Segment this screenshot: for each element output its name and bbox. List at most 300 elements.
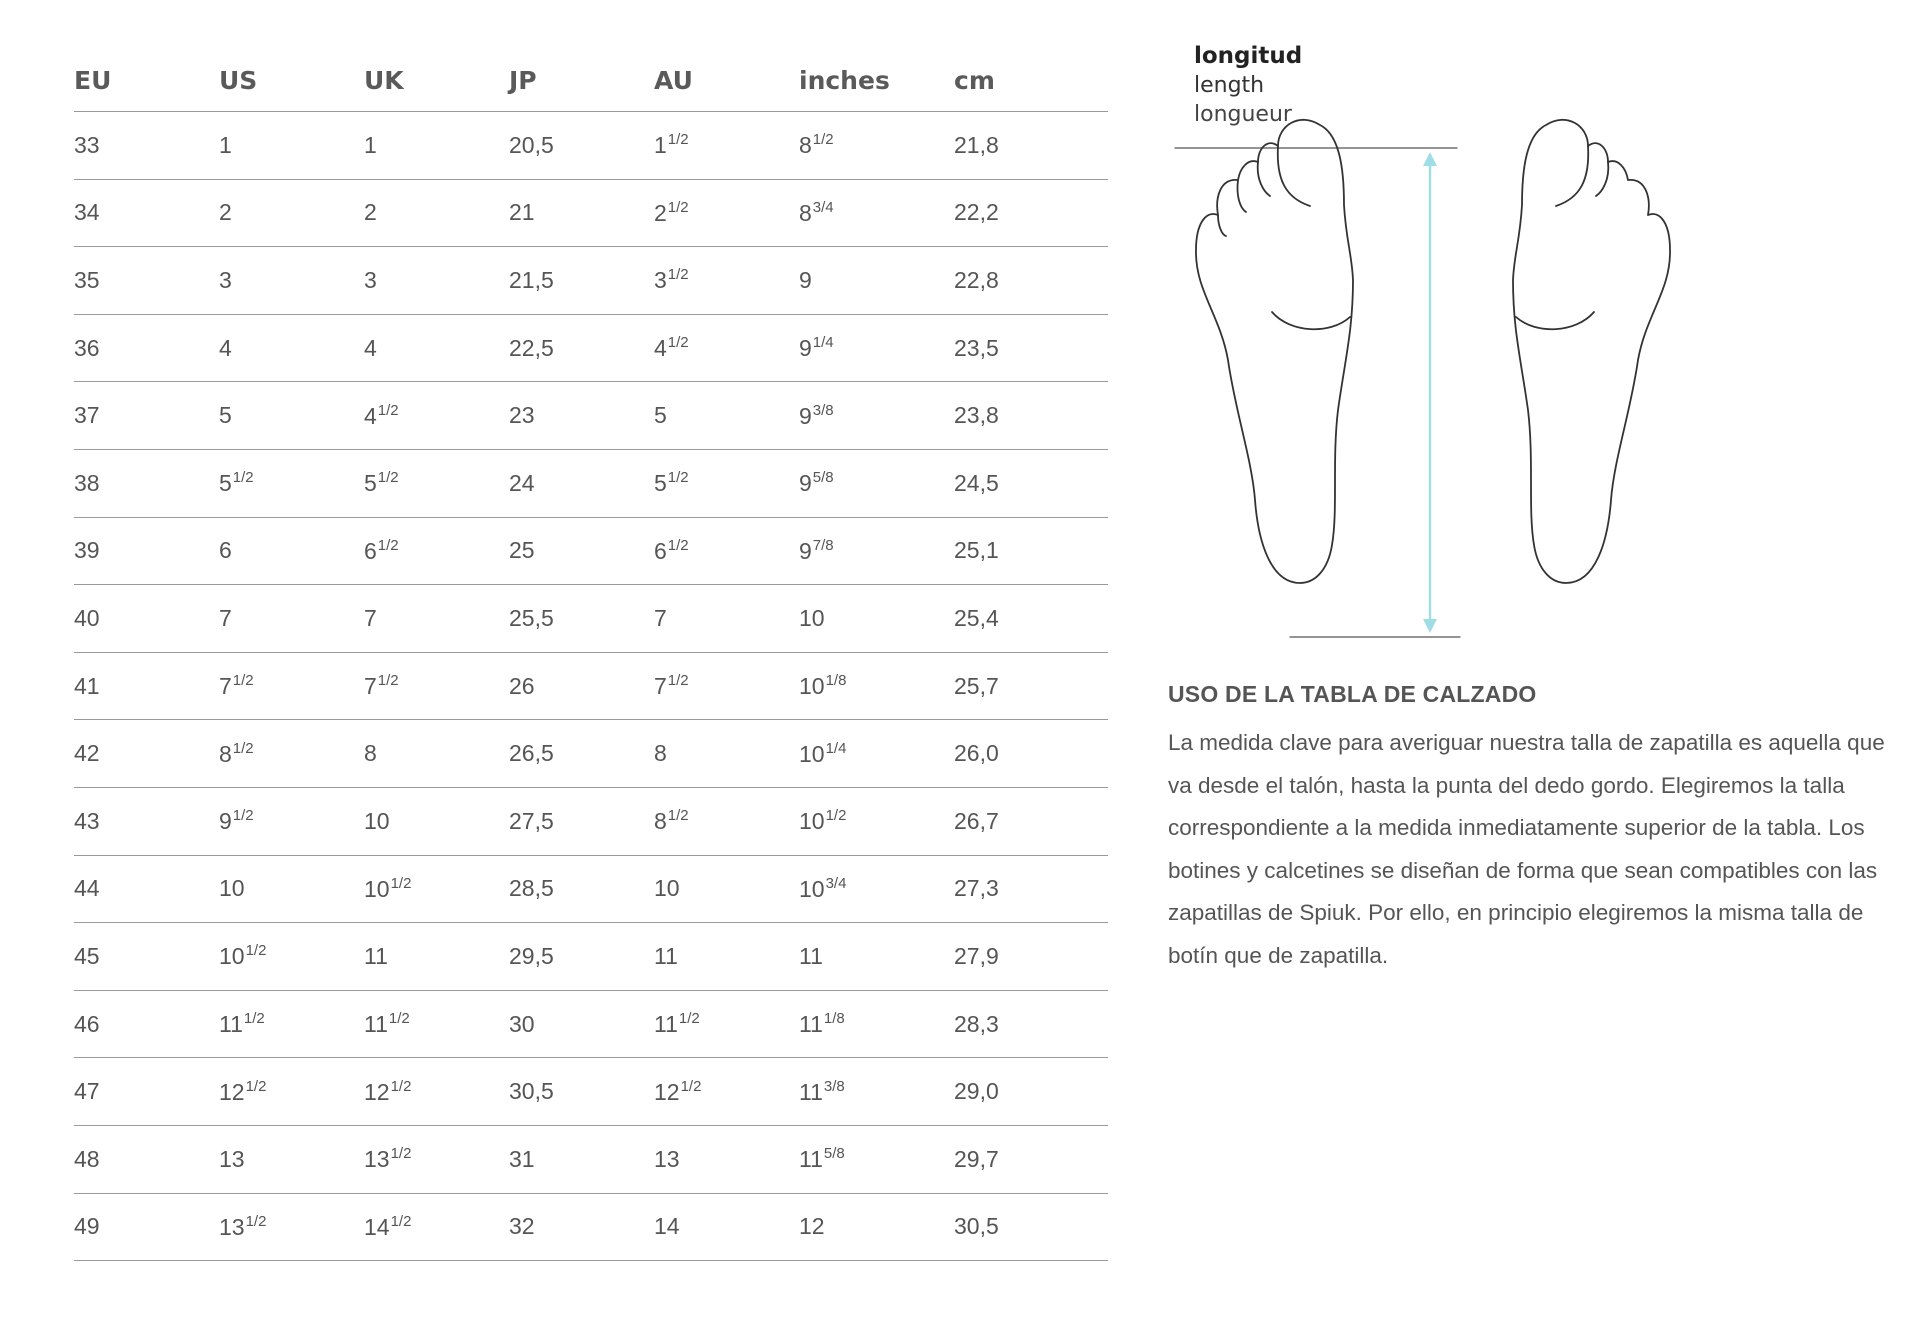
cell-value: 43 (74, 807, 100, 834)
cell-value: 30,5 (509, 1078, 554, 1105)
cell-eu (74, 247, 219, 315)
cell-value: 7 (364, 604, 377, 631)
cell-uk (364, 585, 509, 653)
cell-fraction: 1/2 (667, 131, 689, 149)
table-row (74, 855, 1108, 923)
cell-value: 5 (654, 470, 667, 497)
cell-au (654, 1193, 799, 1261)
cell-jp (509, 179, 654, 247)
cell-fraction: 1/2 (678, 1010, 700, 1028)
cell-eu (74, 1058, 219, 1126)
table-row (74, 247, 1108, 315)
length-arrow-bottom-head-icon (1423, 619, 1437, 633)
cell-value: 7 (219, 604, 232, 631)
cell-eu (74, 517, 219, 585)
table-row (74, 585, 1108, 653)
cell-value: 4 (364, 334, 377, 361)
cell-value: 5 (654, 402, 667, 429)
length-arrow-top-head-icon (1423, 152, 1437, 166)
cell-value: 6 (219, 537, 232, 564)
cell-fraction: 1/4 (825, 739, 847, 757)
cell-inches (799, 1125, 954, 1193)
cell-eu (74, 314, 219, 382)
cell-value: 9 (799, 402, 812, 429)
table-header-row (74, 50, 1108, 112)
cell-inches (799, 652, 954, 720)
cell-value: 4 (654, 335, 667, 362)
cell-value: 24 (509, 469, 535, 496)
cell-fraction: 1/2 (243, 1010, 265, 1028)
cell-inches (799, 382, 954, 450)
cell-value: 47 (74, 1078, 100, 1105)
cell-value: 13 (364, 1146, 390, 1173)
cell-value: 5 (219, 470, 232, 497)
table-row (74, 1193, 1108, 1261)
cell-value: 29,5 (509, 942, 554, 969)
header-uk: UK (364, 50, 509, 112)
cell-uk (364, 855, 509, 923)
cell-value: 26 (509, 672, 535, 699)
cell-value: 25,5 (509, 604, 554, 631)
right-foot-outline-icon (1513, 120, 1670, 583)
cell-value: 22,2 (954, 199, 999, 226)
cell-value: 10 (364, 807, 390, 834)
length-label-fr: longueur (1194, 102, 1292, 127)
cell-jp (509, 112, 654, 180)
cell-fraction: 1/2 (245, 942, 267, 960)
cell-value: 11 (799, 1146, 823, 1173)
cell-cm (954, 314, 1108, 382)
cell-jp (509, 247, 654, 315)
cell-inches (799, 990, 954, 1058)
cell-value: 7 (219, 673, 232, 700)
cell-eu (74, 855, 219, 923)
cell-eu (74, 449, 219, 517)
cell-inches (799, 179, 954, 247)
cell-us (219, 1058, 364, 1126)
cell-fraction: 1/2 (377, 401, 399, 419)
cell-uk (364, 517, 509, 585)
cell-value: 20,5 (509, 131, 554, 158)
cell-fraction: 1/2 (388, 1010, 410, 1028)
cell-au (654, 112, 799, 180)
table-row (74, 179, 1108, 247)
cell-jp (509, 314, 654, 382)
cell-value: 7 (654, 673, 667, 700)
cell-uk (364, 449, 509, 517)
cell-inches (799, 1058, 954, 1126)
cell-fraction: 1/2 (390, 1077, 412, 1095)
cell-value: 8 (219, 740, 232, 767)
cell-us (219, 1125, 364, 1193)
cell-value: 41 (74, 672, 100, 699)
cell-value: 2 (219, 199, 232, 226)
cell-value: 10 (799, 875, 825, 902)
cell-value: 13 (219, 1145, 245, 1172)
cell-uk (364, 990, 509, 1058)
cell-fraction: 1/2 (667, 334, 689, 352)
cell-value: 36 (74, 334, 100, 361)
left-foot-ball-line (1272, 312, 1350, 329)
table-row (74, 314, 1108, 382)
cell-value: 30 (509, 1010, 535, 1037)
cell-value: 9 (799, 266, 812, 293)
cell-cm (954, 855, 1108, 923)
cell-fraction: 1/2 (245, 1077, 267, 1095)
cell-fraction: 1/2 (667, 469, 689, 487)
cell-value: 23,5 (954, 334, 999, 361)
cell-value: 29,0 (954, 1078, 999, 1105)
cell-au (654, 585, 799, 653)
cell-value: 26,7 (954, 807, 999, 834)
cell-value: 8 (654, 808, 667, 835)
cell-cm (954, 923, 1108, 991)
cell-fraction: 1/2 (812, 131, 834, 149)
usage-title: USO DE LA TABLA DE CALZADO (1168, 681, 1537, 707)
cell-jp (509, 990, 654, 1058)
cell-uk (364, 1125, 509, 1193)
cell-value: 13 (654, 1145, 680, 1172)
cell-us (219, 179, 364, 247)
cell-au (654, 382, 799, 450)
cell-inches (799, 720, 954, 788)
cell-us (219, 787, 364, 855)
length-label-es: longitud (1194, 43, 1303, 69)
left-foot-toe-crease-3 (1237, 180, 1246, 212)
cell-value: 2 (364, 199, 377, 226)
cell-value: 3 (219, 266, 232, 293)
cell-fraction: 3/8 (812, 401, 834, 419)
header-jp: JP (509, 50, 654, 112)
cell-value: 10 (654, 875, 680, 902)
cell-value: 1 (654, 132, 667, 159)
foot-length-diagram (1160, 30, 1720, 650)
cell-eu (74, 1193, 219, 1261)
table-row (74, 112, 1108, 180)
cell-cm (954, 449, 1108, 517)
cell-uk (364, 1193, 509, 1261)
cell-inches (799, 1193, 954, 1261)
left-foot-toe-crease-1 (1278, 146, 1310, 206)
cell-value: 10 (799, 673, 825, 700)
cell-value: 9 (799, 470, 812, 497)
left-foot-toe-crease-2 (1258, 162, 1270, 196)
cell-value: 14 (364, 1213, 390, 1240)
cell-value: 38 (74, 469, 100, 496)
cell-eu (74, 720, 219, 788)
cell-au (654, 449, 799, 517)
cell-inches (799, 855, 954, 923)
size-table-body (74, 112, 1108, 1261)
cell-value: 28,5 (509, 875, 554, 902)
cell-value: 10 (799, 808, 825, 835)
cell-au (654, 314, 799, 382)
cell-uk (364, 179, 509, 247)
cell-value: 7 (654, 604, 667, 631)
cell-uk (364, 382, 509, 450)
cell-value: 9 (799, 537, 812, 564)
usage-text: La medida clave para averiguar nuestra talla de zapatilla es aquella que va desde el talón, hasta la punta del dedo gordo. Elegiremos la talla correspondiente a la medida inmediatamente superior de la tabla. Los botines y calcetines se diseñan de forma que sean compatibles con las zapatillas de Spiuk. Por ello, en principio elegiremos la misma talla de botín que de zapatilla. (1168, 730, 1885, 968)
cell-value: 26,0 (954, 740, 999, 767)
cell-inches (799, 585, 954, 653)
cell-au (654, 923, 799, 991)
cell-eu (74, 990, 219, 1058)
cell-uk (364, 247, 509, 315)
cell-fraction: 3/8 (823, 1077, 845, 1095)
cell-uk (364, 787, 509, 855)
cell-us (219, 1193, 364, 1261)
cell-value: 21,5 (509, 266, 554, 293)
cell-value: 27,5 (509, 807, 554, 834)
cell-value: 49 (74, 1213, 100, 1240)
cell-fraction: 1/8 (823, 1010, 845, 1028)
cell-cm (954, 990, 1108, 1058)
cell-value: 7 (364, 673, 377, 700)
cell-value: 37 (74, 402, 100, 429)
cell-value: 1 (364, 131, 377, 158)
cell-value: 45 (74, 942, 100, 969)
cell-fraction: 1/2 (232, 469, 254, 487)
cell-fraction: 7/8 (812, 536, 834, 554)
cell-jp (509, 1058, 654, 1126)
table-row (74, 787, 1108, 855)
cell-value: 10 (219, 943, 245, 970)
cell-value: 11 (654, 942, 678, 969)
header-au: AU (654, 50, 799, 112)
cell-au (654, 517, 799, 585)
cell-value: 25 (509, 537, 535, 564)
cell-cm (954, 652, 1108, 720)
header-inches: inches (799, 50, 954, 112)
table-row (74, 923, 1108, 991)
cell-uk (364, 314, 509, 382)
cell-value: 42 (74, 740, 100, 767)
size-table (74, 50, 1108, 1261)
cell-fraction: 1/2 (377, 536, 399, 554)
cell-value: 24,5 (954, 469, 999, 496)
cell-value: 6 (654, 537, 667, 564)
cell-value: 25,7 (954, 672, 999, 699)
cell-fraction: 3/4 (825, 874, 847, 892)
cell-inches (799, 449, 954, 517)
cell-cm (954, 1058, 1108, 1126)
cell-inches (799, 112, 954, 180)
cell-value: 8 (799, 199, 812, 226)
cell-uk (364, 112, 509, 180)
table-row (74, 517, 1108, 585)
cell-value: 4 (219, 334, 232, 361)
cell-inches (799, 314, 954, 382)
cell-cm (954, 112, 1108, 180)
cell-value: 23 (509, 402, 535, 429)
cell-value: 8 (364, 740, 377, 767)
table-row (74, 449, 1108, 517)
cell-uk (364, 1058, 509, 1126)
cell-cm (954, 720, 1108, 788)
cell-us (219, 990, 364, 1058)
cell-value: 11 (799, 1011, 823, 1038)
cell-uk (364, 923, 509, 991)
cell-value: 12 (799, 1213, 825, 1240)
cell-au (654, 179, 799, 247)
cell-value: 22,5 (509, 334, 554, 361)
cell-value: 25,4 (954, 604, 999, 631)
cell-fraction: 1/2 (245, 1212, 267, 1230)
cell-value: 13 (219, 1213, 245, 1240)
cell-au (654, 990, 799, 1058)
cell-value: 27,3 (954, 875, 999, 902)
cell-fraction: 1/8 (825, 672, 847, 690)
left-foot-outline-icon (1196, 120, 1353, 583)
right-foot-ball-line (1516, 312, 1594, 329)
cell-cm (954, 247, 1108, 315)
cell-value: 39 (74, 537, 100, 564)
cell-fraction: 5/8 (823, 1145, 845, 1163)
cell-value: 8 (654, 740, 667, 767)
cell-value: 46 (74, 1010, 100, 1037)
table-row (74, 1125, 1108, 1193)
cell-eu (74, 585, 219, 653)
cell-cm (954, 1193, 1108, 1261)
cell-fraction: 1/2 (232, 807, 254, 825)
cell-value: 6 (364, 537, 377, 564)
cell-value: 8 (799, 132, 812, 159)
cell-cm (954, 585, 1108, 653)
cell-jp (509, 585, 654, 653)
cell-us (219, 517, 364, 585)
cell-value: 9 (799, 335, 812, 362)
cell-value: 11 (799, 1078, 823, 1105)
cell-uk (364, 720, 509, 788)
table-row (74, 652, 1108, 720)
cell-value: 23,8 (954, 402, 999, 429)
cell-fraction: 1/2 (667, 672, 689, 690)
size-table-container (74, 50, 1108, 1261)
cell-value: 5 (219, 402, 232, 429)
cell-fraction: 1/2 (377, 469, 399, 487)
cell-us (219, 720, 364, 788)
cell-fraction: 5/8 (812, 469, 834, 487)
cell-jp (509, 923, 654, 991)
cell-jp (509, 449, 654, 517)
cell-value: 14 (654, 1213, 680, 1240)
cell-value: 27,9 (954, 942, 999, 969)
cell-fraction: 1/2 (377, 672, 399, 690)
cell-eu (74, 382, 219, 450)
cell-value: 21,8 (954, 131, 999, 158)
cell-value: 33 (74, 131, 100, 158)
cell-value: 48 (74, 1145, 100, 1172)
cell-jp (509, 1125, 654, 1193)
cell-fraction: 1/2 (390, 1145, 412, 1163)
cell-cm (954, 1125, 1108, 1193)
cell-fraction: 1/2 (390, 1212, 412, 1230)
cell-value: 22,8 (954, 266, 999, 293)
usage-section (1168, 681, 1898, 977)
cell-value: 25,1 (954, 537, 999, 564)
cell-eu (74, 652, 219, 720)
header-us: US (219, 50, 364, 112)
cell-au (654, 720, 799, 788)
cell-value: 5 (364, 470, 377, 497)
cell-value: 12 (219, 1078, 245, 1105)
cell-us (219, 314, 364, 382)
cell-value: 44 (74, 875, 100, 902)
cell-value: 10 (219, 875, 245, 902)
right-foot-toe-crease-1 (1556, 146, 1588, 206)
cell-jp (509, 787, 654, 855)
cell-us (219, 923, 364, 991)
table-row (74, 720, 1108, 788)
cell-au (654, 855, 799, 923)
cell-eu (74, 179, 219, 247)
cell-cm (954, 382, 1108, 450)
cell-eu (74, 923, 219, 991)
cell-us (219, 382, 364, 450)
cell-fraction: 1/2 (390, 874, 412, 892)
cell-value: 21 (509, 199, 535, 226)
cell-fraction: 1/2 (232, 672, 254, 690)
left-foot-toe-crease-4 (1218, 215, 1226, 236)
feet-illustration (1160, 30, 1720, 650)
cell-fraction: 1/2 (667, 198, 689, 216)
cell-eu (74, 1125, 219, 1193)
cell-eu (74, 787, 219, 855)
cell-value: 10 (799, 740, 825, 767)
cell-fraction: 1/2 (667, 807, 689, 825)
cell-au (654, 1125, 799, 1193)
cell-au (654, 652, 799, 720)
header-eu: EU (74, 50, 219, 112)
cell-inches (799, 247, 954, 315)
cell-fraction: 1/2 (232, 739, 254, 757)
cell-value: 11 (219, 1011, 243, 1038)
cell-cm (954, 179, 1108, 247)
cell-value: 28,3 (954, 1010, 999, 1037)
cell-fraction: 1/4 (812, 334, 834, 352)
cell-jp (509, 517, 654, 585)
cell-jp (509, 855, 654, 923)
cell-value: 9 (219, 808, 232, 835)
cell-value: 10 (364, 875, 390, 902)
cell-inches (799, 517, 954, 585)
length-label-en: length (1194, 73, 1265, 98)
cell-inches (799, 787, 954, 855)
cell-value: 31 (509, 1145, 535, 1172)
cell-value: 40 (74, 604, 100, 631)
cell-fraction: 1/2 (825, 807, 847, 825)
cell-value: 35 (74, 266, 100, 293)
table-row (74, 990, 1108, 1058)
cell-us (219, 112, 364, 180)
cell-value: 26,5 (509, 740, 554, 767)
right-foot-toe-crease-2 (1596, 162, 1608, 196)
cell-value: 3 (364, 266, 377, 293)
cell-value: 11 (654, 1011, 678, 1038)
cell-cm (954, 517, 1108, 585)
cell-inches (799, 923, 954, 991)
cell-fraction: 3/4 (812, 198, 834, 216)
cell-value: 4 (364, 402, 377, 429)
cell-uk (364, 652, 509, 720)
cell-jp (509, 720, 654, 788)
cell-au (654, 247, 799, 315)
cell-value: 12 (364, 1078, 390, 1105)
cell-value: 2 (654, 199, 667, 226)
cell-jp (509, 1193, 654, 1261)
cell-value: 11 (364, 942, 388, 969)
cell-value: 11 (799, 942, 823, 969)
